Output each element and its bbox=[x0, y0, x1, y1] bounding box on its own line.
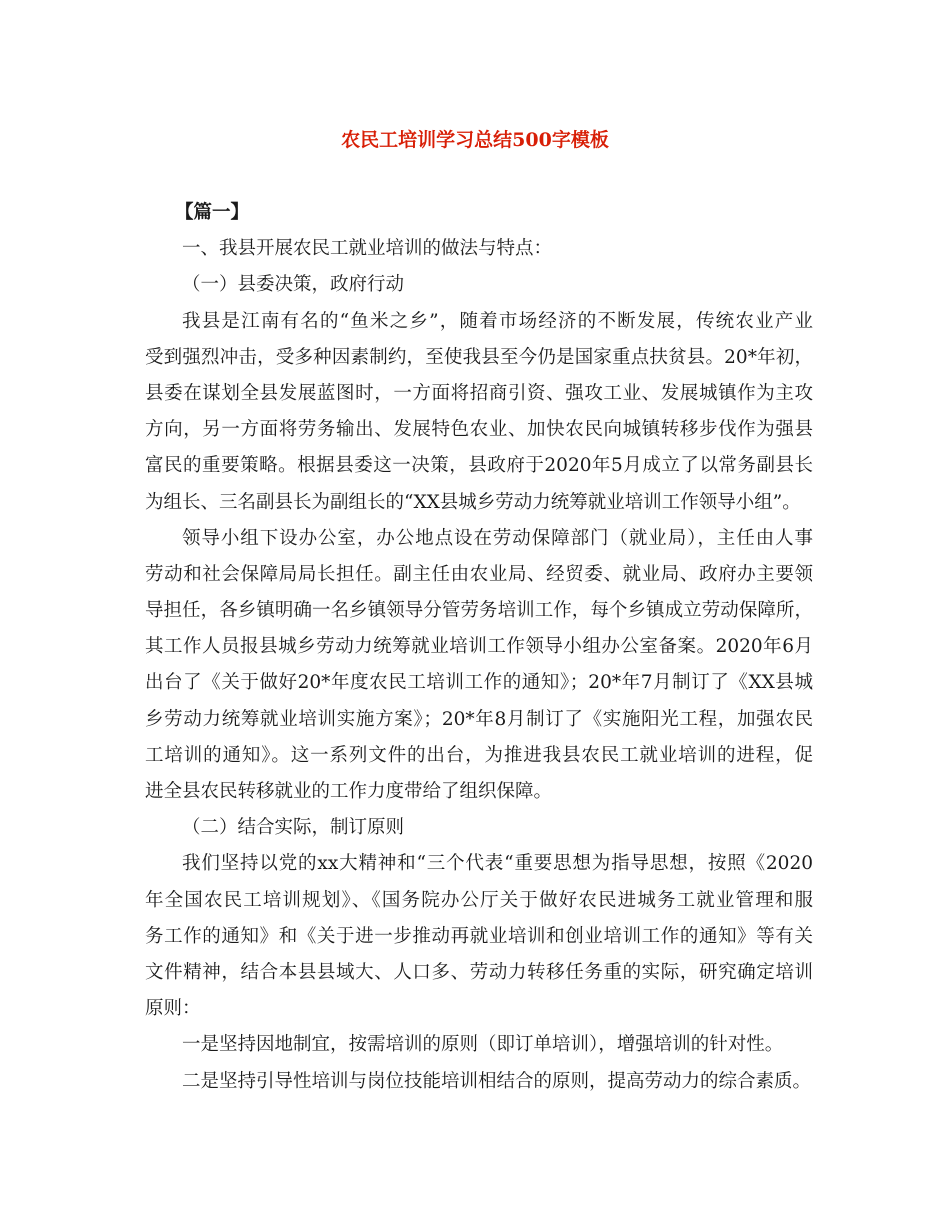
paragraph-line: 进全县农民转移就业的工作力度带给了组织保障。 bbox=[145, 781, 553, 802]
paragraph-line: 富民的重要策略。根据县委这一决策，县政府于2020年5月成立了以常务副县长 bbox=[145, 455, 813, 477]
subheading-1: （一）县委决策，政府行动 bbox=[182, 274, 405, 296]
heading-1: 一、我县开展农民工就业培训的做法与特点： bbox=[182, 238, 553, 260]
principle-line-1: 一是坚持因地制宜，按需培训的原则（即订单培训），增强培训的针对性。 bbox=[182, 1034, 784, 1056]
document-title: 农民工培训学习总结500字模板 bbox=[341, 129, 609, 151]
section-label: 【篇一】 bbox=[175, 202, 250, 223]
document-body bbox=[145, 195, 813, 1100]
paragraph-line: 原则： bbox=[145, 998, 201, 1020]
subheading-2: （二）结合实际，制订原则 bbox=[182, 817, 405, 839]
paragraph-line: 其工作人员报县城乡劳动力统筹就业培训工作领导小组办公室备案。2020年6月 bbox=[145, 636, 813, 658]
paragraph-line: 县委在谋划全县发展蓝图时，一方面将招商引资、强攻工业、发展城镇作为主攻 bbox=[145, 382, 813, 404]
paragraph-line: 为组长、三名副县长为副组长的“XX县城乡劳动力统筹就业培训工作领导小组”。 bbox=[145, 491, 801, 513]
paragraph-line: 我县是江南有名的“鱼米之乡”，随着市场经济的不断发展，传统农业产业 bbox=[182, 310, 813, 332]
paragraph-line: 受到强烈冲击，受多种因素制约，至使我县至今仍是国家重点扶贫县。20*年初， bbox=[145, 346, 813, 368]
paragraph-line: 劳动和社会保障局局长担任。副主任由农业局、经贸委、就业局、政府办主要领 bbox=[145, 563, 813, 585]
paragraph-line: 方向，另一方面将劳务输出、发展特色农业、加快农民向城镇转移步伐作为强县 bbox=[145, 419, 813, 441]
paragraph-line: 文件精神，结合本县县域大、人口多、劳动力转移任务重的实际，研究确定培训 bbox=[145, 961, 813, 983]
paragraph-line: 工培训的通知》。这一系列文件的出台，为推进我县农民工就业培训的进程，促 bbox=[145, 744, 813, 766]
paragraph-line: 乡劳动力统筹就业培训实施方案》；20*年8月制订了《实施阳光工程，加强农民 bbox=[145, 708, 813, 730]
paragraph-line: 年全国农民工培训规划》、《国务院办公厅关于做好农民进城务工就业管理和服 bbox=[145, 889, 813, 911]
paragraph-line: 出台了《关于做好20*年度农民工培训工作的通知》；20*年7月制订了《XX县城 bbox=[145, 672, 813, 694]
paragraph-line: 务工作的通知》和《关于进一步推动再就业培训和创业培训工作的通知》等有关 bbox=[145, 925, 813, 947]
paragraph-line: 领导小组下设办公室，办公地点设在劳动保障部门（就业局），主任由人事 bbox=[182, 527, 813, 549]
paragraph-line: 导担任，各乡镇明确一名乡镇领导分管劳务培训工作，每个乡镇成立劳动保障所， bbox=[145, 600, 813, 622]
paragraph-line: 我们坚持以党的xx大精神和“三个代表“重要思想为指导思想，按照《2020 bbox=[182, 853, 813, 875]
principle-line-2: 二是坚持引导性培训与岗位技能培训相结合的原则，提高劳动力的综合素质。 bbox=[182, 1070, 812, 1092]
